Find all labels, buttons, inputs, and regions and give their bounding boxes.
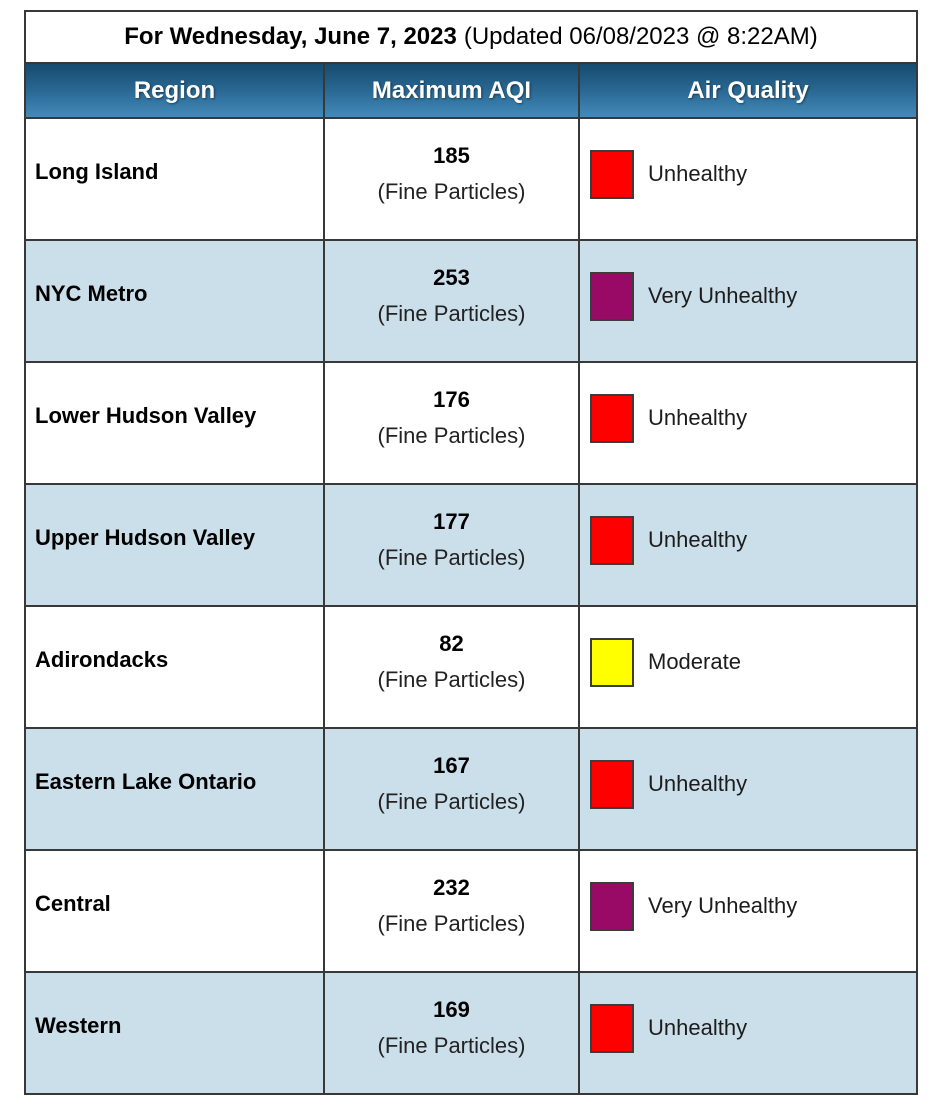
table-row xyxy=(25,484,917,606)
region-cell: Upper Hudson Valley xyxy=(25,484,324,606)
aqi-color-swatch xyxy=(590,394,634,443)
page xyxy=(0,10,946,1058)
aqi-color-swatch xyxy=(590,638,634,687)
aqi-value: 176 xyxy=(433,386,470,412)
aqi-cell xyxy=(324,118,579,240)
aqi-cell xyxy=(324,850,579,972)
region-cell: Central xyxy=(25,850,324,972)
aqi-cell xyxy=(324,240,579,362)
aqi-color-swatch xyxy=(590,760,634,809)
aqi-cell xyxy=(324,484,579,606)
aqi-color-swatch xyxy=(590,150,634,199)
table-row xyxy=(25,728,917,850)
aqi-value: 169 xyxy=(433,996,470,1022)
table-row xyxy=(25,362,917,484)
region-cell: Long Island xyxy=(25,118,324,240)
aqi-cell xyxy=(324,728,579,850)
region-cell: Adirondacks xyxy=(25,606,324,728)
aqi-cell xyxy=(324,362,579,484)
column-header-region: Region xyxy=(25,63,324,118)
column-header-max-aqi: Maximum AQI xyxy=(324,63,579,118)
air-quality-cell xyxy=(579,972,917,1094)
column-header-air-quality: Air Quality xyxy=(579,63,917,118)
title-updated: (Updated 06/08/2023 @ 8:22AM) xyxy=(463,23,818,50)
air-quality-label: Very Unhealthy xyxy=(648,283,798,308)
table-row xyxy=(25,972,917,1094)
title-row xyxy=(25,11,917,63)
aqi-color-swatch xyxy=(590,272,634,321)
aqi-pollutant: (Fine Particles) xyxy=(377,788,526,814)
aqi-value: 167 xyxy=(433,752,470,778)
header-row xyxy=(25,63,917,118)
aqi-pollutant: (Fine Particles) xyxy=(377,1032,526,1058)
region-cell: Lower Hudson Valley xyxy=(25,362,324,484)
aqi-value: 82 xyxy=(439,630,464,656)
table-title xyxy=(25,11,917,63)
air-quality-label: Unhealthy xyxy=(648,1015,748,1040)
air-quality-cell xyxy=(579,240,917,362)
air-quality-label: Unhealthy xyxy=(648,771,748,796)
aqi-pollutant: (Fine Particles) xyxy=(377,422,526,448)
aqi-pollutant: (Fine Particles) xyxy=(377,178,526,204)
aqi-cell xyxy=(324,606,579,728)
aqi-value: 185 xyxy=(433,142,470,168)
air-quality-label: Unhealthy xyxy=(648,405,748,430)
region-cell: Western xyxy=(25,972,324,1094)
region-cell: Eastern Lake Ontario xyxy=(25,728,324,850)
aqi-color-swatch xyxy=(590,516,634,565)
table-row xyxy=(25,850,917,972)
aqi-pollutant: (Fine Particles) xyxy=(377,666,526,692)
aqi-pollutant: (Fine Particles) xyxy=(377,544,526,570)
air-quality-cell xyxy=(579,362,917,484)
air-quality-label: Unhealthy xyxy=(648,527,748,552)
aqi-pollutant: (Fine Particles) xyxy=(377,300,526,326)
table-row xyxy=(25,118,917,240)
air-quality-cell xyxy=(579,728,917,850)
air-quality-label: Very Unhealthy xyxy=(648,893,798,918)
title-date: For Wednesday, June 7, 2023 xyxy=(124,23,457,50)
aqi-color-swatch xyxy=(590,1004,634,1053)
air-quality-label: Unhealthy xyxy=(648,161,748,186)
aqi-color-swatch xyxy=(590,882,634,931)
aqi-pollutant: (Fine Particles) xyxy=(377,910,526,936)
air-quality-label: Moderate xyxy=(648,649,741,674)
table-row xyxy=(25,240,917,362)
aqi-cell xyxy=(324,972,579,1094)
air-quality-table xyxy=(24,10,918,1095)
region-cell: NYC Metro xyxy=(25,240,324,362)
air-quality-cell xyxy=(579,484,917,606)
aqi-value: 232 xyxy=(433,874,470,900)
air-quality-cell xyxy=(579,850,917,972)
air-quality-cell xyxy=(579,606,917,728)
table-row xyxy=(25,606,917,728)
aqi-value: 177 xyxy=(433,508,470,534)
air-quality-cell xyxy=(579,118,917,240)
aqi-value: 253 xyxy=(433,264,470,290)
